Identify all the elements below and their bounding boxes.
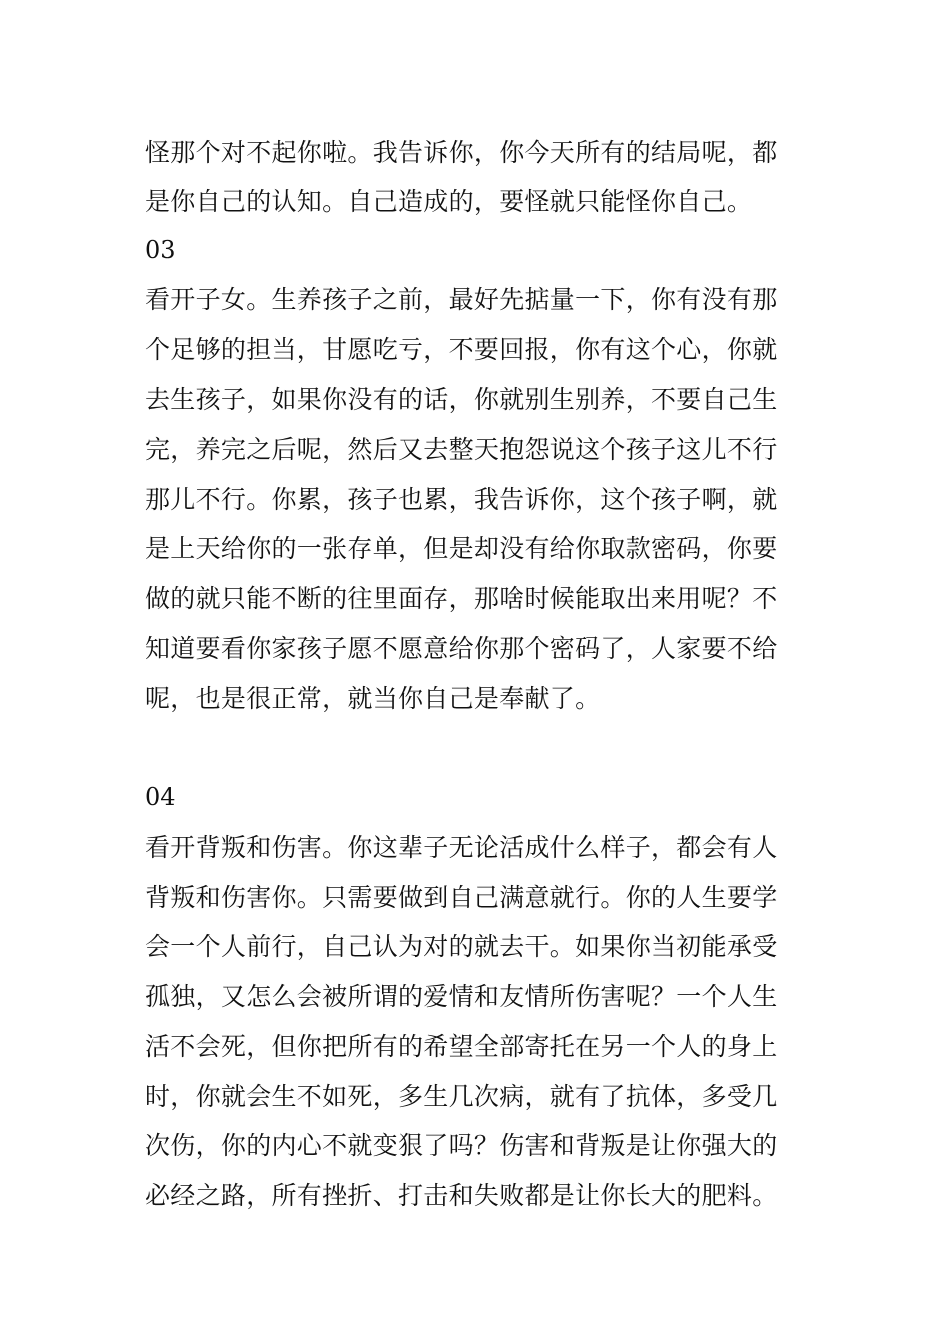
paragraph-line: 呢，也是很正常，就当你自己是奉献了。: [145, 684, 601, 713]
paragraph-line: 时，你就会生不如死，多生几次病，就有了抗体，多受几: [145, 1082, 778, 1111]
paragraph-line: 会一个人前行，自己认为对的就去干。如果你当初能承受: [145, 932, 778, 961]
paragraph-line: 次伤，你的内心不就变狠了吗？伤害和背叛是让你强大的: [145, 1131, 778, 1160]
paragraph-line: 怪那个对不起你啦。我告诉你，你今天所有的结局呢，都: [145, 138, 778, 167]
section-heading-03: 03: [145, 236, 176, 264]
section-heading-04: 04: [145, 783, 176, 811]
paragraph-line: 孤独，又怎么会被所谓的爱情和友情所伤害呢？一个人生: [145, 982, 778, 1011]
paragraph-line: 做的就只能不断的往里面存，那啥时候能取出来用呢？不: [145, 584, 778, 613]
paragraph-line: 必经之路，所有挫折、打击和失败都是让你长大的肥料。: [145, 1181, 778, 1210]
paragraph-line: 背叛和伤害你。只需要做到自己满意就行。你的人生要学: [145, 883, 778, 912]
paragraph-line: 活不会死，但你把所有的希望全部寄托在另一个人的身上: [145, 1032, 778, 1061]
paragraph-line: 去生孩子，如果你没有的话，你就别生别养，不要自己生: [145, 385, 778, 414]
paragraph-line: 那儿不行。你累，孩子也累，我告诉你，这个孩子啊，就: [145, 485, 778, 514]
paragraph-line: 看开背叛和伤害。你这辈子无论活成什么样子，都会有人: [145, 833, 778, 862]
paragraph-line: 是你自己的认知。自己造成的，要怪就只能怪你自己。: [145, 187, 753, 216]
paragraph-line: 完，养完之后呢，然后又去整天抱怨说这个孩子这儿不行: [145, 435, 778, 464]
paragraph-line: 个足够的担当，甘愿吃亏，不要回报，你有这个心，你就: [145, 335, 778, 364]
paragraph-line: 知道要看你家孩子愿不愿意给你那个密码了，人家要不给: [145, 634, 778, 663]
paragraph-line: 看开子女。生养孩子之前，最好先掂量一下，你有没有那: [145, 285, 778, 314]
paragraph-line: 是上天给你的一张存单，但是却没有给你取款密码，你要: [145, 534, 778, 563]
